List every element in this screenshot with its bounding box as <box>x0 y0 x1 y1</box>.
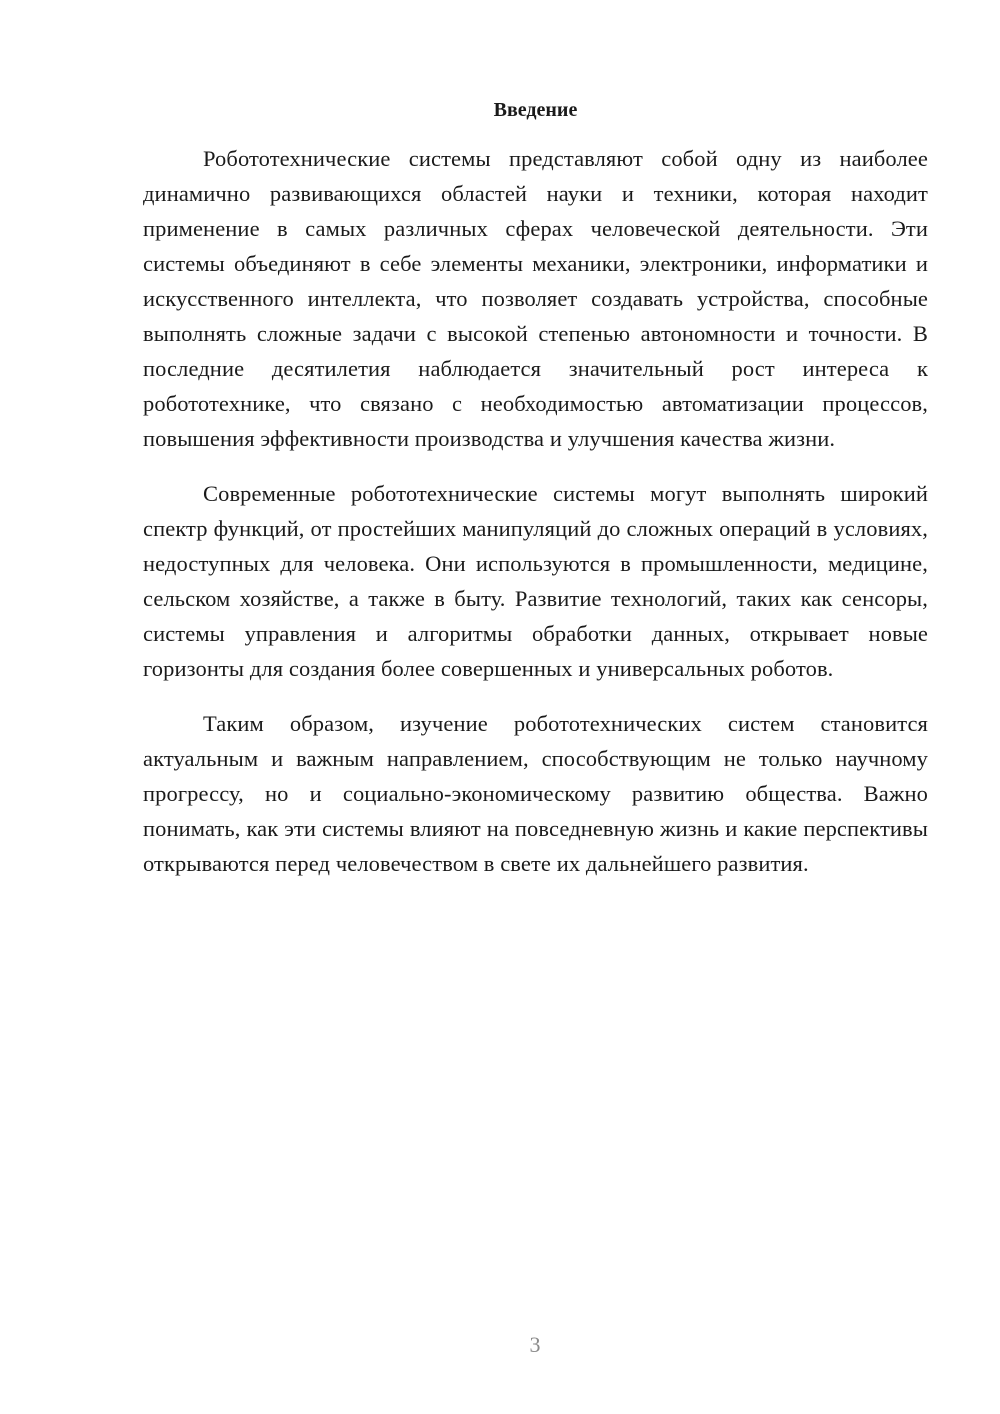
paragraph-2: Современные робототехнические системы могут выполнять широкий спектр функций, от простейших манипуляций до сложных операций в условиях, недоступных для человека. Они используются в промышленности, медицине, сельском хозяйстве, а также в быту. Развитие технологий, таких как сенсоры, системы управления и алгоритмы обработки данных, открывает новые горизонты для создания более совершенных и универсальных роботов. <box>143 481 928 681</box>
section-heading-text: Введение <box>493 99 578 121</box>
section-heading <box>143 95 928 125</box>
page-number: 3 <box>529 1332 541 1357</box>
paragraph-3: Таким образом, изучение робототехнических систем становится актуальным и важным направлением, способствующим не только научному прогрессу, но и социально-экономическому развитию общества. Важно понимать, как эти системы влияют на повседневную жизнь и какие перспективы открываются перед человечеством в свете их дальнейшего развития. <box>143 711 928 876</box>
page-content <box>143 95 928 901</box>
paragraph-1: Робототехнические системы представляют собой одну из наиболее динамично развивающихся областей науки и техники, которая находит применение в самых различных сферах человеческой деятельности. Эти системы объединяют в себе элементы механики, электроники, информатики и искусственного интеллекта, что позволяет создавать устройства, способные выполнять сложные задачи с высокой степенью автономности и точности. В последние десятилетия наблюдается значительный рост интереса к робототехнике, что связано с необходимостью автоматизации процессов, повышения эффективности производства и улучшения качества жизни. <box>143 146 928 451</box>
